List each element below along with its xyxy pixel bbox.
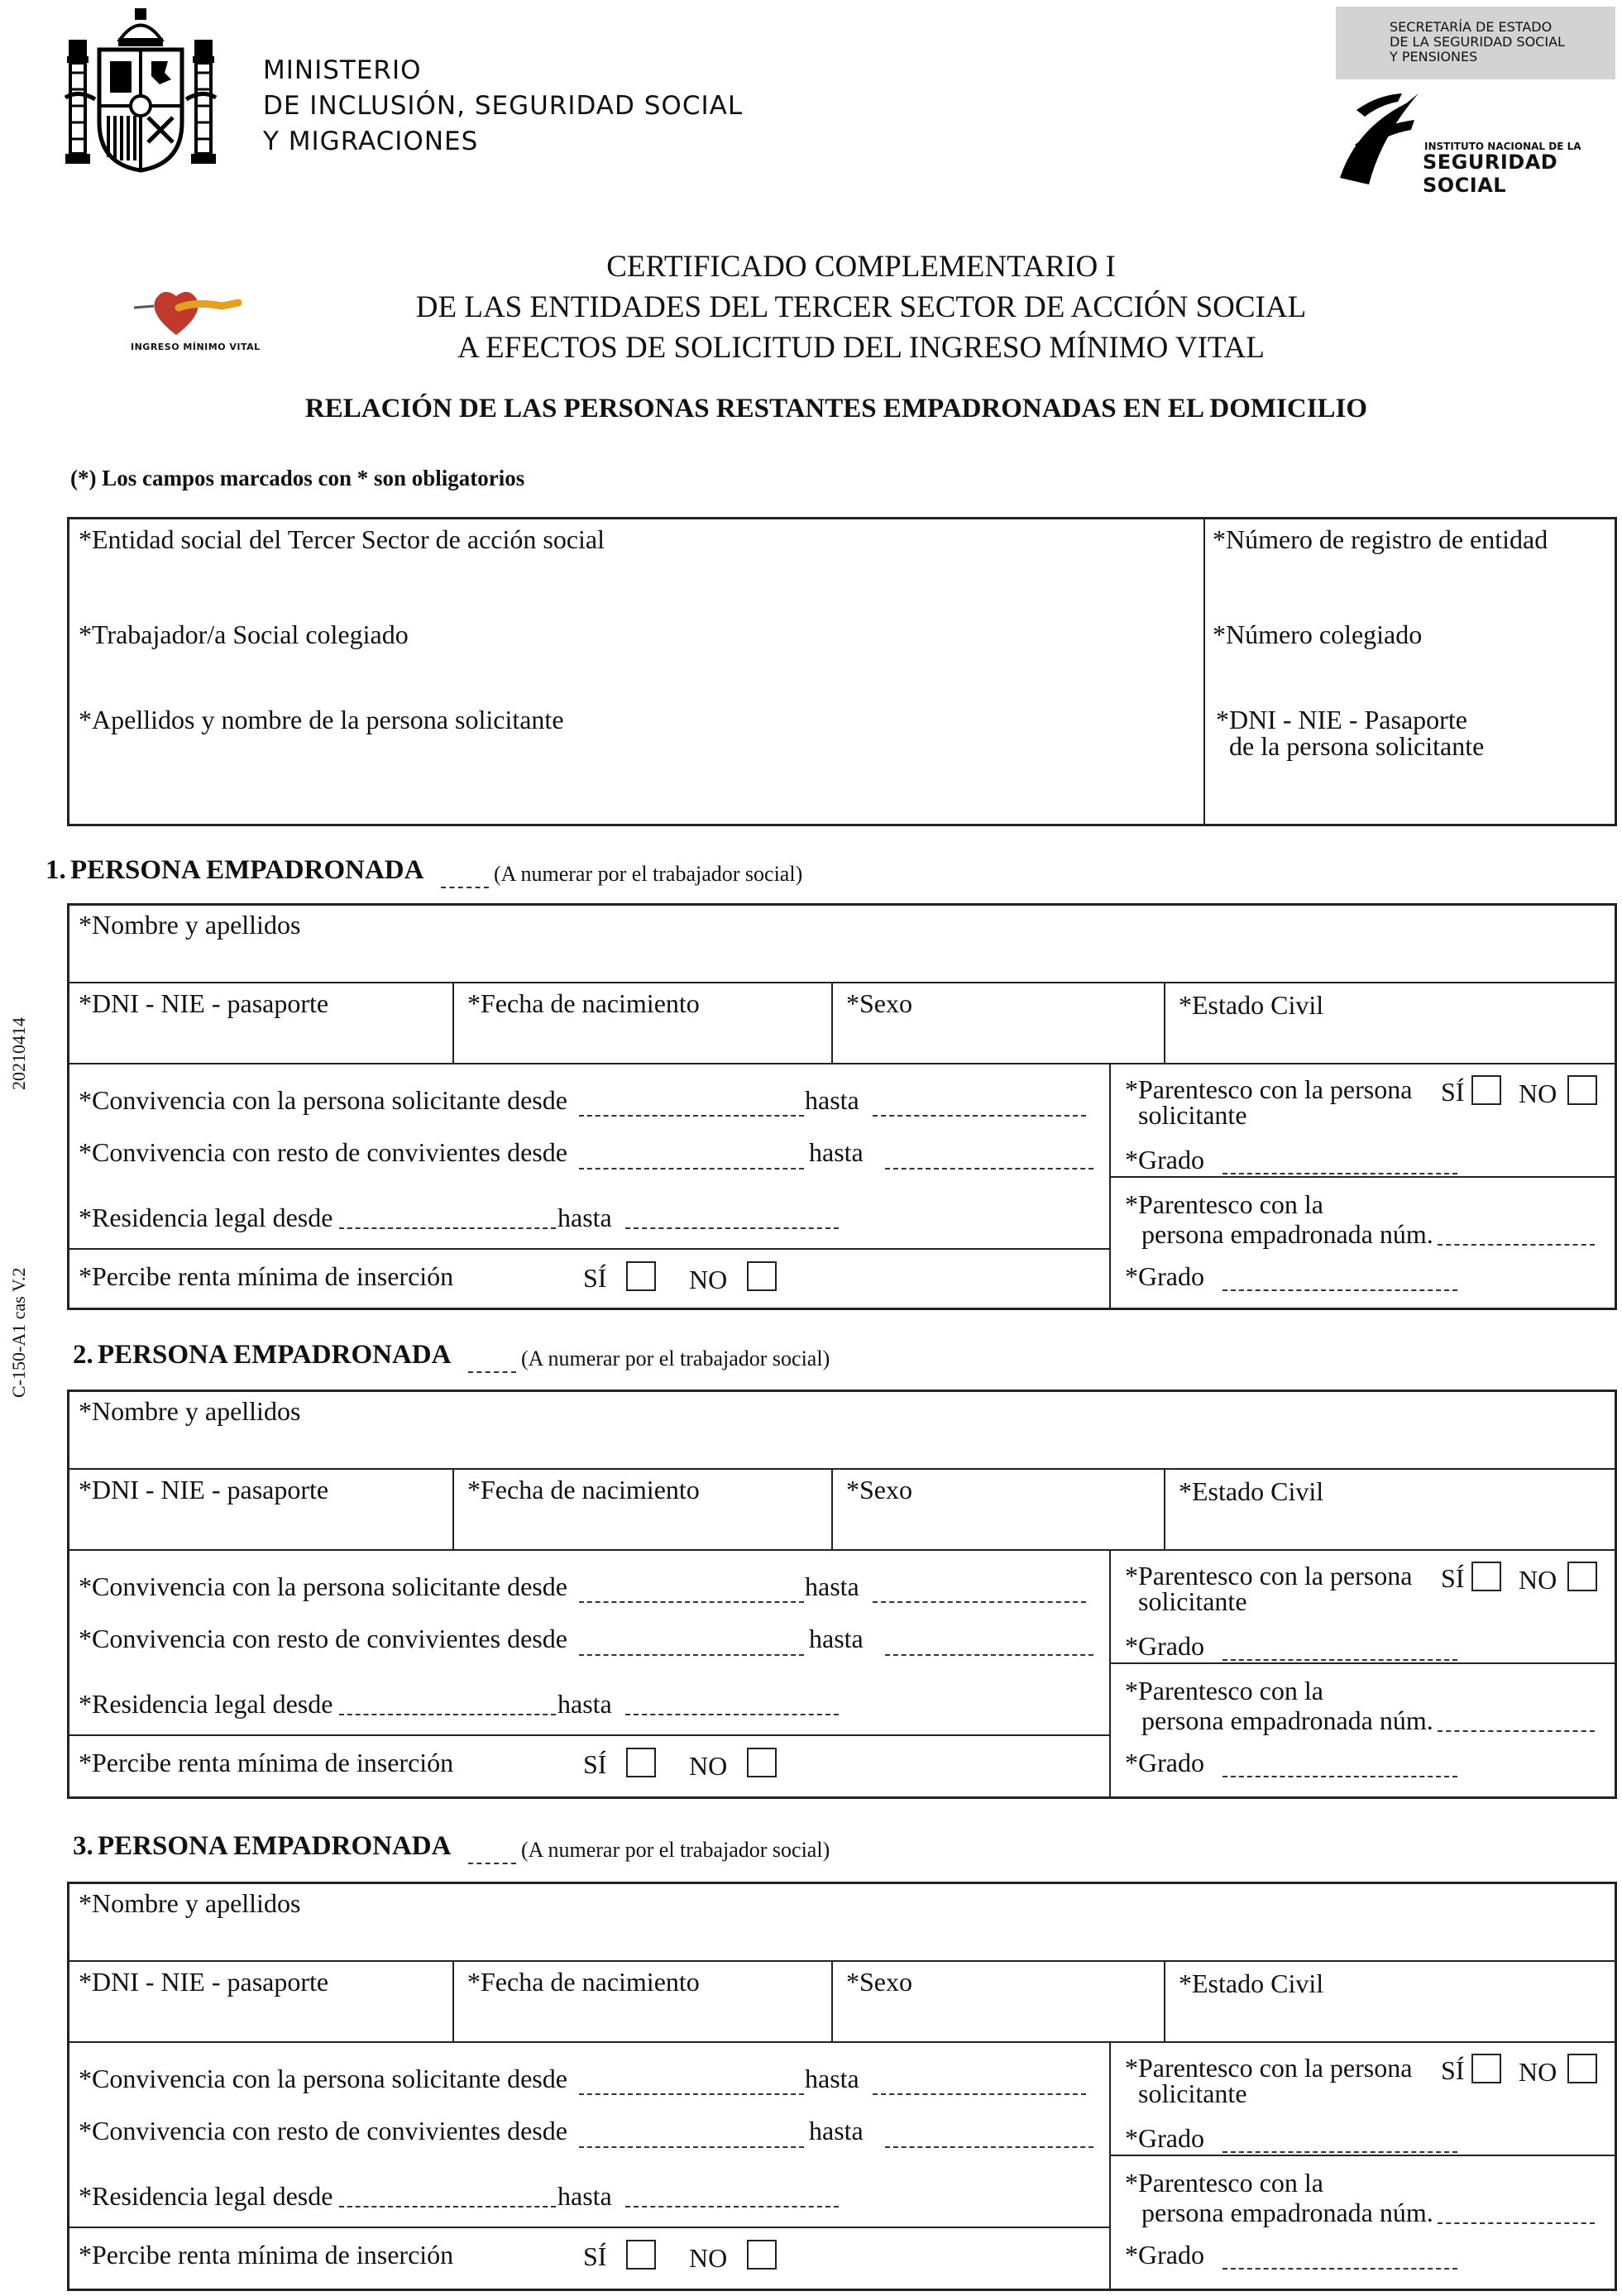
person-3-row-divider (67, 2227, 1109, 2228)
applicant-name-field[interactable]: *Apellidos y nombre de la persona solicitante (79, 705, 564, 734)
person-2-degree-1-label: *Grado (1125, 1631, 1204, 1661)
person-1-name-field[interactable]: *Nombre y apellidos (79, 910, 301, 940)
person-1-col-divider (1109, 1063, 1111, 1310)
person-3-coexist-applicant-until-label: hasta (805, 2064, 859, 2093)
person-2-kinship-no-label: NO (1519, 1565, 1557, 1595)
person-1-birth-date-field[interactable]: *Fecha de nacimiento (467, 988, 700, 1018)
ministry-line-3: Y MIGRACIONES (263, 127, 479, 156)
entity-info-box (67, 517, 1617, 826)
person-2-income-label: *Percibe renta mínima de inserción (79, 1748, 454, 1777)
person-3-col-divider (452, 1960, 454, 2041)
person-1-residence-until-field[interactable] (625, 1227, 839, 1229)
coat-of-arms-logo (62, 7, 219, 176)
person-2-sex-field[interactable]: *Sexo (846, 1475, 912, 1504)
person-2-row-divider (67, 1734, 1109, 1736)
person-3-degree-2-field[interactable] (1222, 2268, 1457, 2270)
title-line-2: DE LAS ENTIDADES DEL TERCER SECTOR DE ACCIÓN SOCIAL (415, 290, 1307, 324)
person-2-residence-until-field[interactable] (625, 1714, 839, 1715)
person-1-income-no-label: NO (689, 1265, 728, 1294)
person-1-degree-1-field[interactable] (1222, 1173, 1457, 1174)
person-2-kinship-applicant-label-line2: solicitante (1138, 1586, 1247, 1616)
person-2-kinship-applicant-label: *Parentesco con la persona (1125, 1561, 1413, 1590)
person-3-income-yes-label: SÍ (583, 2241, 607, 2271)
person-2-degree-2-field[interactable] (1222, 1776, 1457, 1777)
ministry-line-1: MINISTERIO (263, 55, 422, 85)
person-2-row-divider (67, 1549, 1617, 1551)
person-1-row-divider (1109, 1176, 1617, 1178)
person-1-kinship-yes-checkbox[interactable] (1471, 1075, 1501, 1105)
person-2-coexist-rest-from-field[interactable] (579, 1654, 804, 1656)
person-3-coexist-rest-from-field[interactable] (579, 2146, 804, 2148)
person-1-row-divider (67, 982, 1617, 983)
applicant-id-field[interactable]: *DNI - NIE - Pasaporte (1216, 705, 1467, 734)
person-2-col-divider (1109, 1549, 1111, 1799)
person-1-dni-field[interactable]: *DNI - NIE - pasaporte (79, 988, 329, 1018)
person-3-kinship-person-label-line2: persona empadronada núm. (1141, 2198, 1433, 2227)
imv-logo-text: INGRESO MÍNIMO VITAL (131, 342, 261, 352)
member-number-field[interactable]: *Número colegiado (1213, 619, 1423, 649)
person-1-coexist-applicant-label: *Convivencia con la persona solicitante desde (79, 1085, 567, 1115)
mandatory-note: (*) Los campos marcados con * son obligatorios (70, 466, 525, 490)
person-3-col-divider (1109, 2041, 1111, 2291)
person-1-number-field[interactable] (441, 887, 489, 888)
person-1-kinship-person-label-line2: persona empadronada núm. (1141, 1219, 1433, 1249)
person-3-row-divider (1109, 2155, 1617, 2156)
person-1-residence-from-field[interactable] (339, 1227, 556, 1229)
person-2-birth-date-field[interactable]: *Fecha de nacimiento (467, 1475, 700, 1504)
person-1-col-divider (831, 982, 833, 1063)
secretariat-text (1390, 20, 1565, 65)
person-2-col-divider (831, 1468, 833, 1549)
person-2-income-yes-checkbox[interactable] (626, 1748, 656, 1777)
person-2-residence-until-label: hasta (557, 1689, 612, 1719)
person-3-coexist-rest-until-label: hasta (809, 2116, 864, 2145)
secretariat-line-2: DE LA SEGURIDAD SOCIAL (1390, 34, 1565, 50)
person-3-kinship-no-label: NO (1519, 2057, 1557, 2087)
person-1-income-yes-checkbox[interactable] (626, 1261, 656, 1291)
secretariat-line-1: SECRETARÍA DE ESTADO (1390, 19, 1553, 35)
secretariat-line-3: Y PENSIONES (1390, 49, 1478, 65)
person-3-col-divider (1164, 1960, 1165, 2041)
person-2-coexist-applicant-from-field[interactable] (579, 1601, 804, 1603)
person-3-row-divider (67, 1960, 1617, 1962)
person-1-degree-2-field[interactable] (1222, 1289, 1457, 1291)
person-1-coexist-applicant-from-field[interactable] (579, 1115, 804, 1117)
person-2-kinship-person-label-line2: persona empadronada núm. (1141, 1705, 1433, 1735)
person-3-degree-1-label: *Grado (1125, 2123, 1204, 2153)
person-2-row-divider (1109, 1662, 1617, 1664)
person-2-heading-note: (A numerar por el trabajador social) (521, 1347, 830, 1370)
person-2-kinship-no-checkbox[interactable] (1567, 1562, 1597, 1591)
person-1-coexist-applicant-until-field[interactable] (873, 1115, 1086, 1117)
person-3-kinship-yes-checkbox[interactable] (1471, 2054, 1501, 2083)
person-3-name-field[interactable]: *Nombre y apellidos (79, 1888, 301, 1918)
person-3-kinship-applicant-label-line2: solicitante (1138, 2078, 1247, 2108)
person-2-residence-from-field[interactable] (339, 1714, 556, 1715)
person-1-coexist-rest-label: *Convivencia con resto de convivientes desde (79, 1137, 567, 1167)
person-1-residence-until-label: hasta (557, 1203, 612, 1232)
person-2-residence-label: *Residencia legal desde (79, 1689, 333, 1719)
person-2-civil-status-field[interactable]: *Estado Civil (1179, 1476, 1324, 1506)
person-2-number: 2. (73, 1340, 93, 1370)
title-line-1: CERTIFICADO COMPLEMENTARIO I (606, 250, 1116, 284)
person-3-number: 3. (73, 1831, 93, 1861)
person-3-kinship-applicant-label: *Parentesco con la persona (1125, 2053, 1413, 2083)
inss-small-text: INSTITUTO NACIONAL DE LA (1424, 141, 1581, 152)
person-2-col-divider (1164, 1468, 1165, 1549)
person-1-row-divider (67, 1248, 1109, 1250)
person-1-coexist-rest-until-label: hasta (809, 1137, 864, 1167)
person-2-heading: PERSONA EMPADRONADA (98, 1340, 452, 1370)
person-3-kinship-person-label: *Parentesco con la (1125, 2168, 1323, 2198)
person-3-row-divider (67, 2041, 1617, 2043)
person-2-dni-field[interactable]: *DNI - NIE - pasaporte (79, 1475, 329, 1504)
person-1-income-label: *Percibe renta mínima de inserción (79, 1261, 454, 1291)
person-2-degree-1-field[interactable] (1222, 1659, 1457, 1661)
person-3-degree-2-label: *Grado (1125, 2240, 1204, 2270)
person-2-name-field[interactable]: *Nombre y apellidos (79, 1396, 301, 1426)
person-1-heading: PERSONA EMPADRONADA (70, 855, 424, 885)
person-3-income-no-label: NO (689, 2243, 728, 2273)
person-1-kinship-person-number-field[interactable] (1438, 1244, 1595, 1246)
person-2-coexist-rest-until-label: hasta (809, 1624, 864, 1653)
person-2-kinship-yes-label: SÍ (1441, 1563, 1465, 1593)
person-3-residence-from-field[interactable] (339, 2206, 556, 2208)
person-2-number-field[interactable] (468, 1371, 516, 1373)
entity-name-field[interactable]: *Entidad social del Tercer Sector de acción social (79, 524, 605, 554)
person-1-row-divider (67, 1063, 1617, 1064)
person-1-kinship-applicant-label: *Parentesco con la persona (1125, 1074, 1413, 1104)
person-2-coexist-applicant-until-field[interactable] (873, 1601, 1086, 1603)
person-2-kinship-person-label: *Parentesco con la (1125, 1676, 1323, 1705)
person-2-income-no-checkbox[interactable] (747, 1748, 777, 1777)
person-1-sex-field[interactable]: *Sexo (846, 988, 912, 1018)
person-1-degree-2-label: *Grado (1125, 1261, 1204, 1291)
person-1-col-divider (452, 982, 454, 1063)
person-3-kinship-yes-label: SÍ (1441, 2055, 1465, 2085)
person-2-coexist-applicant-label: *Convivencia con la persona solicitante desde (79, 1571, 567, 1601)
person-3-col-divider (831, 1960, 833, 2041)
person-3-number-field[interactable] (468, 1863, 516, 1864)
person-1-kinship-applicant-label-line2: solicitante (1138, 1100, 1247, 1130)
ministry-line-2: DE INCLUSIÓN, SEGURIDAD SOCIAL (263, 91, 744, 121)
person-1-coexist-rest-until-field[interactable] (885, 1168, 1093, 1170)
person-1-residence-label: *Residencia legal desde (79, 1203, 333, 1232)
person-1-degree-1-label: *Grado (1125, 1145, 1204, 1174)
ministry-name (263, 53, 743, 160)
date-code: 20210414 (8, 1017, 29, 1090)
person-3-income-no-checkbox[interactable] (747, 2240, 777, 2270)
person-3-coexist-rest-until-field[interactable] (885, 2146, 1093, 2148)
person-3-kinship-no-checkbox[interactable] (1567, 2054, 1597, 2083)
entity-box-divider (1203, 517, 1205, 826)
person-1-kinship-no-label: NO (1519, 1079, 1557, 1108)
form-code: C-150-A1 cas V.2 (8, 1267, 29, 1398)
person-1-heading-note: (A numerar por el trabajador social) (494, 862, 803, 886)
person-3-heading: PERSONA EMPADRONADA (98, 1831, 452, 1861)
person-3-coexist-rest-label: *Convivencia con resto de convivientes desde (79, 2116, 567, 2145)
person-1-number: 1. (45, 855, 66, 885)
person-1-civil-status-field[interactable]: *Estado Civil (1179, 990, 1324, 1020)
person-2-coexist-rest-until-field[interactable] (885, 1654, 1093, 1656)
person-3-dni-field[interactable]: *DNI - NIE - pasaporte (79, 1967, 329, 1997)
inss-logo-icon (1332, 87, 1423, 186)
person-3-birth-date-field[interactable]: *Fecha de nacimiento (467, 1967, 700, 1997)
person-1-income-yes-label: SÍ (583, 1263, 607, 1293)
person-2-kinship-person-number-field[interactable] (1438, 1730, 1595, 1732)
person-3-heading-note: (A numerar por el trabajador social) (521, 1838, 830, 1862)
entity-registry-field[interactable]: *Número de registro de entidad (1213, 524, 1548, 554)
person-2-coexist-applicant-until-label: hasta (805, 1571, 859, 1601)
inss-big-text: SEGURIDAD SOCIAL (1423, 151, 1558, 197)
person-1-coexist-applicant-until-label: hasta (805, 1085, 859, 1115)
person-1-col-divider (1164, 982, 1165, 1063)
person-3-residence-until-label: hasta (557, 2181, 612, 2211)
person-2-degree-2-label: *Grado (1125, 1748, 1204, 1777)
person-2-row-divider (67, 1468, 1617, 1470)
person-1-kinship-yes-label: SÍ (1441, 1077, 1465, 1107)
person-2-kinship-yes-checkbox[interactable] (1471, 1562, 1501, 1591)
document-title (0, 246, 1622, 368)
person-3-sex-field[interactable]: *Sexo (846, 1967, 912, 1997)
person-3-coexist-applicant-until-field[interactable] (873, 2093, 1086, 2095)
applicant-id-field-line2: de la persona solicitante (1229, 731, 1485, 761)
person-3-income-yes-checkbox[interactable] (626, 2240, 656, 2270)
title-line-3: A EFECTOS DE SOLICITUD DEL INGRESO MÍNIMO VITAL (457, 331, 1265, 365)
person-3-coexist-applicant-label: *Convivencia con la persona solicitante desde (79, 2064, 567, 2093)
person-3-coexist-applicant-from-field[interactable] (579, 2093, 804, 2095)
person-3-income-label: *Percibe renta mínima de inserción (79, 2240, 454, 2270)
person-3-residence-until-field[interactable] (625, 2206, 839, 2208)
person-1-kinship-no-checkbox[interactable] (1567, 1075, 1597, 1105)
document-subtitle: RELACIÓN DE LAS PERSONAS RESTANTES EMPADRONADAS EN EL DOMICILIO (304, 394, 1368, 423)
person-1-income-no-checkbox[interactable] (747, 1261, 777, 1291)
person-3-kinship-person-number-field[interactable] (1438, 2222, 1595, 2224)
person-3-civil-status-field[interactable]: *Estado Civil (1179, 1968, 1324, 1998)
person-2-col-divider (452, 1468, 454, 1549)
person-2-coexist-rest-label: *Convivencia con resto de convivientes desde (79, 1624, 567, 1653)
person-1-kinship-person-label: *Parentesco con la (1125, 1189, 1323, 1219)
person-3-degree-1-field[interactable] (1222, 2151, 1457, 2153)
person-2-income-no-label: NO (689, 1751, 728, 1781)
social-worker-field[interactable]: *Trabajador/a Social colegiado (79, 619, 409, 649)
person-2-income-yes-label: SÍ (583, 1749, 607, 1779)
person-3-residence-label: *Residencia legal desde (79, 2181, 333, 2211)
person-1-coexist-rest-from-field[interactable] (579, 1168, 804, 1170)
